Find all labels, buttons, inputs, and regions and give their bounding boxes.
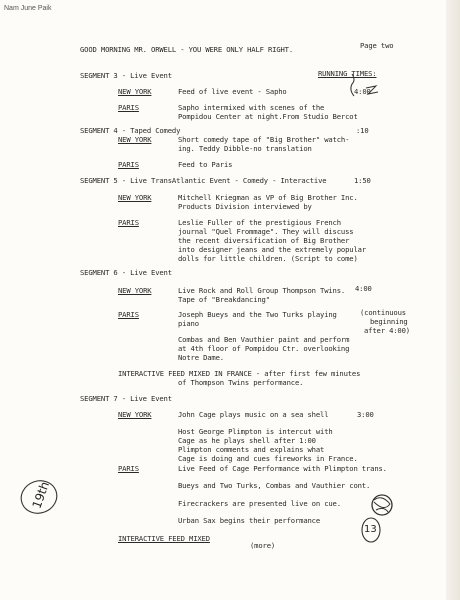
seg4-head: SEGMENT 4 - Taped Comedy <box>80 126 181 135</box>
seg7-paris-line: Firecrackers are presented live on cue. <box>178 499 341 508</box>
seg3-head: SEGMENT 3 - Live Event <box>80 71 172 80</box>
handwritten-note: 19th <box>29 479 53 511</box>
doc-title: GOOD MORNING MR. ORWELL - YOU WERE ONLY HALF RIGHT. <box>80 45 294 54</box>
seg6-ny-line: Tape of "Breakdancing" <box>178 295 270 304</box>
seg3-ny-text: Feed of live event - Sapho <box>178 87 287 96</box>
seg6-paris-line: Joseph Bueys and the Two Turks playing <box>178 310 337 319</box>
handwritten-stroke <box>351 74 354 96</box>
seg7-time: 3:00 <box>357 410 374 419</box>
seg7-ny2-line: Cage is doing and cues fireworks in France. <box>178 454 358 463</box>
seg3-paris-line: Sapho intermixed with scenes of the <box>178 103 325 112</box>
seg7-paris-line: Live Feed of Cage Performance with Plimpton trans. <box>178 464 387 473</box>
seg6-note-line: beginning <box>370 317 408 326</box>
seg3-paris-line: Pompidou Center at night.From Studio Bercot <box>178 112 358 121</box>
seg6-head: SEGMENT 6 - Live Event <box>80 268 172 277</box>
handwritten-scribble <box>374 498 390 512</box>
seg7-head: SEGMENT 7 - Live Event <box>80 394 172 403</box>
more-label: (more) <box>250 541 276 550</box>
seg5-ny-line: Mitchell Kriegman as VP of Big Brother Inc. <box>178 193 358 202</box>
seg6-ny-line: Live Rock and Roll Group Thompson Twins. <box>178 286 346 295</box>
seg6-note-line: after 4:00) <box>364 326 410 335</box>
seg6-note-line: (continuous <box>360 308 406 317</box>
seg5-paris-line: dolls for little children. (Script to come) <box>178 254 358 263</box>
seg7-paris-line: Bueys and Two Turks, Combas and Vauthier cont. <box>178 481 371 490</box>
seg5-time: 1:50 <box>354 176 371 185</box>
seg6-paris2-line: Notre Dame. <box>178 353 224 362</box>
seg7-feed: INTERACTIVE FEED MIXED <box>118 534 210 543</box>
seg6-paris-label: PARIS <box>118 310 139 319</box>
seg5-paris-label: PARIS <box>118 218 139 227</box>
seg7-ny-label: NEW YORK <box>118 410 152 419</box>
seg6-feed-line: of Thompson Twins performance. <box>178 378 304 387</box>
seg6-paris2-line: Combas and Ben Vauthier paint and perform <box>178 335 350 344</box>
seg3-time: 4:00 <box>354 87 371 96</box>
seg4-ny-line: Short comedy tape of "Big Brother" watch- <box>178 135 350 144</box>
seg5-ny-label: NEW YORK <box>118 193 152 202</box>
seg3-paris-label: PARIS <box>118 103 139 112</box>
page-number: Page two <box>360 41 394 50</box>
seg5-paris-line: Leslie Fuller of the prestigious French <box>178 218 341 227</box>
seg5-paris-line: journal "Quel Frommage". They will discuss <box>178 227 354 236</box>
seg6-paris-line: piano <box>178 319 199 328</box>
seg4-paris-text: Feed to Paris <box>178 160 233 169</box>
seg7-paris-label: PARIS <box>118 464 139 473</box>
seg7-ny2-line: Host George Plimpton is intercut with <box>178 427 333 436</box>
seg7-ny2-line: Plimpton comments and explains what <box>178 445 325 454</box>
corner-label: Nam June Paik <box>4 5 52 12</box>
seg4-ny-label: NEW YORK <box>118 135 152 144</box>
seg7-paris-line: Urban Sax begins their performance <box>178 516 321 525</box>
seg7-ny2-line: Cage as he plays shell after 1:00 <box>178 436 316 445</box>
seg3-ny-label: NEW YORK <box>118 87 152 96</box>
seg6-time: 4:00 <box>355 284 372 293</box>
handwritten-scribble <box>366 86 378 94</box>
seg6-feed-line: INTERACTIVE FEED MIXED IN FRANCE - after first few minutes <box>118 369 361 378</box>
seg6-paris2-line: at 4th floor of Pompidou Ctr. overlooking <box>178 344 350 353</box>
seg5-head: SEGMENT 5 - Live TransAtlantic Event - Comedy - Interactive <box>80 176 327 185</box>
seg7-ny-text: John Cage plays music on a sea shell <box>178 410 329 419</box>
seg5-paris-line: into designer jeans and the extremely popular <box>178 245 366 254</box>
seg6-ny-label: NEW YORK <box>118 286 152 295</box>
handwritten-note: 13 <box>364 524 377 535</box>
seg5-paris-line: the recent diversification of Big Brother <box>178 236 350 245</box>
seg4-ny-line: ing. Teddy Dibble-no translation <box>178 144 312 153</box>
seg4-paris-label: PARIS <box>118 160 139 169</box>
seg4-time: :10 <box>356 126 369 135</box>
seg5-ny-line: Products Division interviewed by <box>178 202 312 211</box>
running-times-label: RUNNING TIMES: <box>318 69 377 78</box>
